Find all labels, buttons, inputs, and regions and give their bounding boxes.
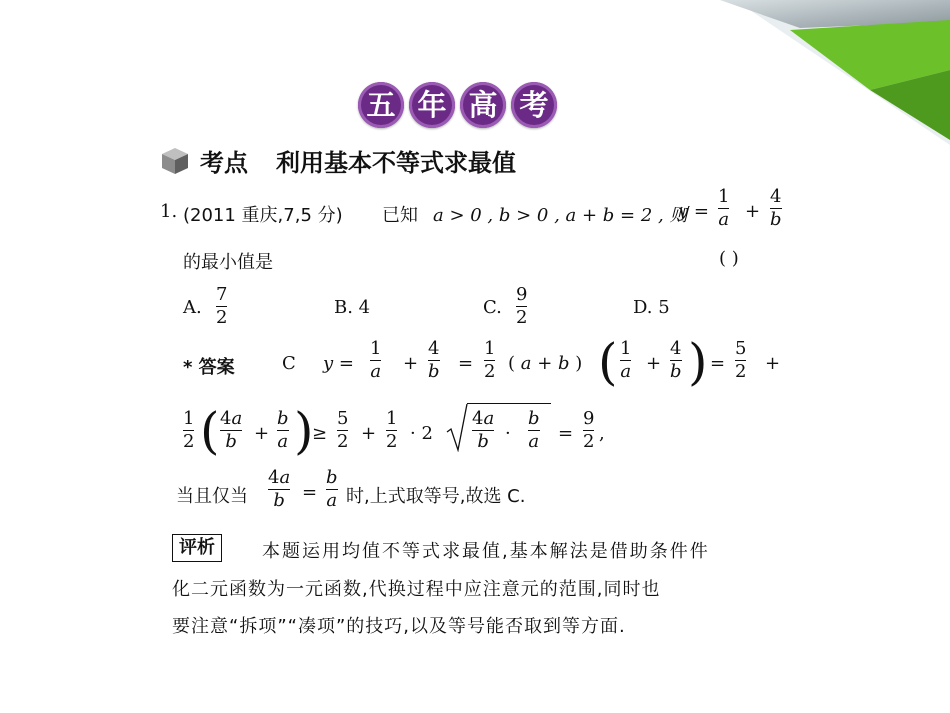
option-b: B. 4 — [334, 297, 371, 318]
plus-sign: + — [745, 201, 761, 222]
math-frac: 4 b — [428, 338, 440, 382]
math-paren: ( — [200, 402, 220, 460]
sqrt-icon — [446, 402, 468, 452]
option-c-label: C. — [483, 297, 502, 318]
math-frac: b a — [528, 408, 540, 452]
math-frac: b a — [277, 408, 289, 452]
fraction-1-over-a: 1 a — [718, 186, 730, 230]
question-conditions: a > 0 , b > 0 , a + b = 2 , 则 — [433, 205, 688, 226]
math-op: , — [599, 423, 605, 444]
math-paren: ( — [598, 333, 618, 391]
page-curl-decoration — [680, 0, 950, 145]
banner-char: 五 — [358, 82, 404, 128]
question-stem-prefix: 已知 — [382, 205, 418, 226]
math-frac: 4 b — [670, 338, 682, 382]
math-frac: 4a b — [220, 408, 243, 452]
comment-label: 评析 — [172, 534, 222, 562]
math-op: = — [558, 423, 574, 444]
math-op: + — [646, 353, 662, 374]
math-op: · 2 — [410, 423, 433, 444]
answer-label: * 答案 — [183, 357, 235, 378]
math-op: = — [302, 482, 318, 503]
math-frac: 1 2 — [183, 408, 195, 452]
math-op: ≥ — [312, 423, 328, 444]
banner-char: 年 — [409, 82, 455, 128]
math-frac: 1 2 — [484, 338, 496, 382]
math-paren: ) — [294, 402, 314, 460]
section-title: 利用基本不等式求最值 — [276, 149, 516, 177]
math-y-eq: y = — [323, 353, 354, 374]
answer-line3-end: 时,上式取等号,故选 C. — [346, 486, 526, 507]
question-number: 1. — [160, 201, 178, 222]
math-frac: 4a b — [472, 408, 495, 452]
math-frac: 5 2 — [337, 408, 349, 452]
question-y-eq: y = — [678, 201, 709, 222]
math-op: + — [361, 423, 377, 444]
comment-line: 化二元函数为一元函数,代换过程中应注意元的范围,同时也 — [172, 579, 661, 600]
math-frac: 5 2 — [735, 338, 747, 382]
math-op: = — [710, 353, 726, 374]
answer-line3-start: 当且仅当 — [176, 486, 248, 507]
math-op: = — [458, 353, 474, 374]
option-c-fraction: 9 2 — [516, 284, 528, 328]
banner-char: 高 — [460, 82, 506, 128]
option-d: D. 5 — [633, 297, 670, 318]
option-a-fraction: 7 2 — [216, 284, 228, 328]
answer-choice: C — [282, 353, 296, 374]
section-label: 考点 — [200, 149, 248, 177]
cube-icon — [160, 146, 190, 176]
comment-line: 本题运用均值不等式求最值,基本解法是借助条件件 — [262, 541, 710, 562]
math-frac: 1 a — [370, 338, 382, 382]
fraction-4-over-b: 4 b — [770, 186, 782, 230]
answer-bracket: ( ) — [719, 248, 739, 269]
question-stem-suffix: 的最小值是 — [183, 252, 273, 273]
math-group: ( a + b ) — [508, 353, 583, 374]
math-op: + — [254, 423, 270, 444]
math-frac: 1 2 — [386, 408, 398, 452]
math-frac: 4a b — [268, 467, 291, 511]
question-source: (2011 重庆,7,5 分) — [183, 205, 343, 226]
math-op: · — [505, 423, 511, 444]
math-frac: 9 2 — [583, 408, 595, 452]
math-op: + — [403, 353, 419, 374]
math-op: + — [765, 353, 781, 374]
math-frac: 1 a — [620, 338, 632, 382]
option-a-label: A. — [183, 297, 202, 318]
math-frac: b a — [326, 467, 338, 511]
section-heading — [160, 143, 516, 178]
sqrt-bar — [467, 403, 551, 404]
banner-five-years — [358, 82, 557, 128]
banner-char: 考 — [511, 82, 557, 128]
math-paren: ) — [688, 333, 708, 391]
comment-line: 要注意“拆项”“凑项”的技巧,以及等号能否取到等方面. — [172, 616, 626, 637]
